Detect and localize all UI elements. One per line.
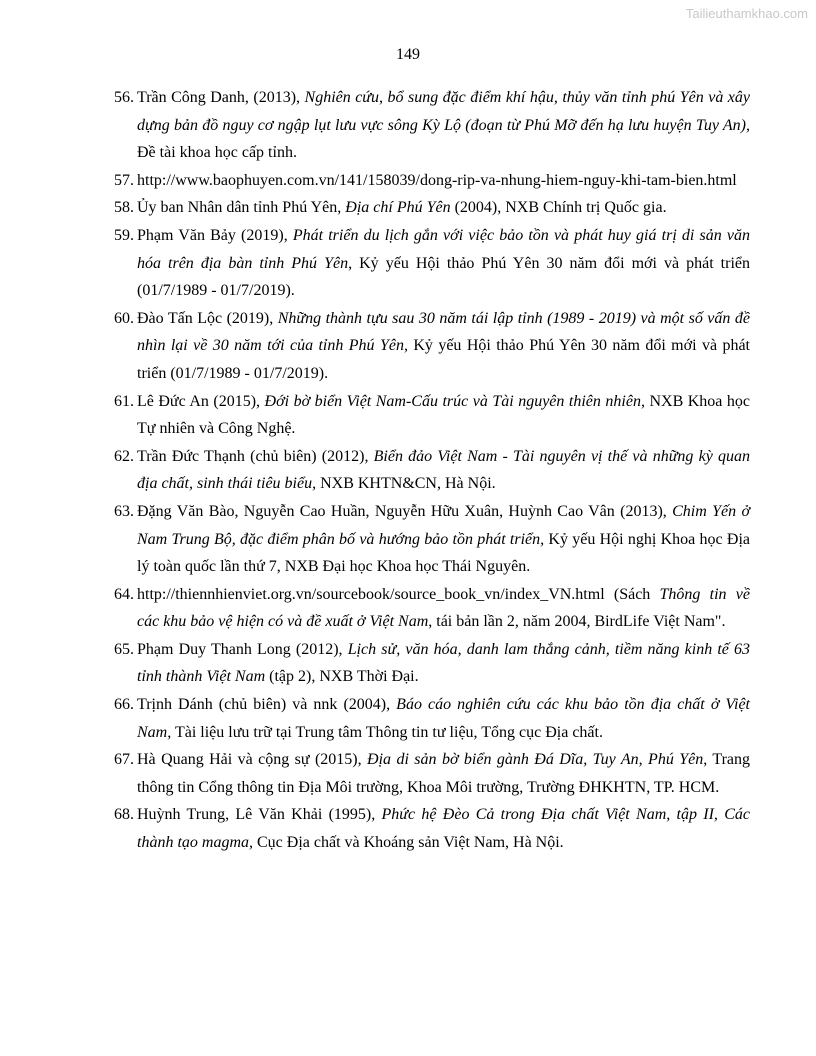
reference-title: Chim Yến ở Nam Trung Bộ, đặc điểm phân bố và hướng bảo tồn phát triển, (137, 502, 750, 548)
reference-segment: Trịnh Dánh (chủ biên) và nnk (2004), (137, 696, 397, 714)
reference-segment: Đào Tấn Lộc (2019), (137, 309, 278, 327)
reference-segment: Kỷ yếu Hội thảo Phú Yên 30 năm đổi mới và phát triển (01/7/1989 - 01/7/2019). (137, 337, 750, 382)
reference-segment: Kỷ yếu Hội nghị Khoa học Địa lý toàn quốc lần thứ 7, NXB Đại học Khoa học Thái Nguyên. (137, 530, 750, 576)
reference-segment: Phạm Duy Thanh Long (2012), (137, 640, 348, 658)
reference-item (114, 746, 750, 801)
reference-segment: , Kỷ yếu Hội thảo Phú Yên 30 năm đổi mới và phát triển (01/7/1989 - 01/7/2019). (137, 254, 750, 300)
reference-number: 59. (114, 226, 134, 244)
reference-segment: Trần Công Danh, (2013), (137, 89, 305, 106)
reference-title: Nghiên cứu, bổ sung đặc điểm khí hậu, thủy văn tỉnh phú Yên và xây dựng bản đồ nguy cơ ngập lụt lưu vực sông Kỳ Lộ (đoạn từ Phú Mỡ đến hạ lưu huyện Tuy An), (137, 89, 750, 134)
reference-item (114, 636, 750, 691)
reference-item (114, 84, 750, 167)
reference-segment: Đặng Văn Bào, Nguyễn Cao Huần, Nguyễn Hữu Xuân, Huỳnh Cao Vân (2013), (137, 502, 673, 520)
reference-item (114, 443, 750, 498)
reference-number: 66. (114, 696, 134, 714)
reference-text (137, 167, 750, 195)
reference-title: Những thành tựu sau 30 năm tái lập tỉnh (1989 - 2019) và một số vấn đề nhìn lại về 30 năm tới của tỉnh Phú Yên, (137, 309, 750, 355)
reference-text (137, 443, 750, 498)
reference-number: 61. (114, 392, 134, 410)
reference-text (137, 84, 750, 167)
reference-item (114, 194, 750, 222)
reference-number: 57. (114, 171, 134, 189)
reference-title: Đới bờ biển Việt Nam-Cấu trúc và Tài nguyên thiên nhiên, (264, 392, 645, 410)
reference-segment: NXB KHTN&CN, Hà Nội. (316, 475, 496, 493)
reference-number: 56. (114, 89, 134, 106)
reference-segment: Trần Đức Thạnh (chủ biên) (2012), (137, 447, 374, 465)
reference-title: Báo cáo nghiên cứu các khu bảo tồn địa chất ở Việt Nam, (137, 696, 751, 741)
reference-text (137, 388, 750, 443)
reference-list (114, 84, 750, 857)
reference-item (114, 581, 750, 636)
reference-item (114, 388, 750, 443)
reference-segment: (2004), NXB Chính trị Quốc gia. (450, 199, 667, 217)
reference-number: 60. (114, 309, 134, 327)
reference-title: Lịch sử, văn hóa, danh lam thắng cảnh, tiềm năng kinh tế 63 tỉnh thành Việt Nam (137, 640, 751, 686)
reference-item (114, 498, 750, 581)
reference-segment: Phạm Văn Bảy (2019), (137, 226, 293, 244)
reference-segment: NXB Khoa học Tự nhiên và Công Nghệ. (137, 392, 751, 438)
reference-number: 64. (114, 585, 134, 603)
page-number: 149 (396, 46, 420, 63)
reference-segment: http://www.baophuyen.com.vn/141/158039/dong-rip-va-nhung-hiem-nguy-khi-tam-bien.html (137, 171, 737, 189)
reference-text (137, 801, 750, 856)
reference-text (137, 222, 750, 305)
reference-title: Phức hệ Đèo Cả trong Địa chất Việt Nam, tập II, Các thành tạo magma, (137, 806, 750, 852)
reference-segment: Hà Quang Hải và cộng sự (2015), (137, 751, 368, 769)
reference-title: Biển đảo Việt Nam - Tài nguyên vị thế và những kỳ quan địa chất, sinh thái tiêu biểu, (137, 447, 751, 493)
reference-text (137, 194, 750, 222)
reference-segment: Đề tài khoa học cấp tỉnh. (137, 144, 297, 162)
reference-item (114, 167, 750, 195)
reference-segment: , Trang thông tin Cổng thông tin Địa Môi trường, Khoa Môi trường, Trường ĐHKHTN, TP. HCM. (137, 751, 751, 796)
reference-number: 65. (114, 640, 134, 658)
reference-text (137, 305, 750, 388)
reference-number: 67. (114, 751, 134, 769)
reference-segment: http://thiennhienviet.org.vn/sourcebook/source_book_vn/index_VN.html (Sách (137, 585, 660, 603)
reference-segment: Cục Địa chất và Khoáng sản Việt Nam, Hà Nội. (253, 834, 564, 852)
reference-text (137, 691, 750, 746)
reference-text (137, 746, 750, 801)
reference-segment: Ủy ban Nhân dân tỉnh Phú Yên, (137, 199, 346, 217)
reference-segment: Lê Đức An (2015), (137, 392, 265, 410)
reference-title: Địa di sản bờ biển gành Đá Dĩa, Tuy An, Phú Yên (367, 751, 704, 769)
reference-item (114, 305, 750, 388)
reference-item (114, 801, 750, 856)
reference-text (137, 581, 750, 636)
reference-segment: Tài liệu lưu trữ tại Trung tâm Thông tin tư liệu, Tổng cục Địa chất. (171, 723, 603, 741)
watermark: Tailieuthamkhao.com (685, 6, 808, 21)
reference-title: Thông tin về các khu bảo vệ hiện có và đề xuất ở Việt Nam (137, 585, 750, 631)
reference-number: 58. (114, 199, 134, 217)
reference-item (114, 691, 750, 746)
reference-segment: (tập 2), NXB Thời Đại. (265, 668, 419, 686)
reference-title: Phát triển du lịch gắn với việc bảo tồn và phát huy giá trị di sản văn hóa trên địa bàn tỉnh Phú Yên (137, 226, 750, 272)
reference-title: Địa chí Phú Yên (345, 199, 451, 217)
reference-segment: Huỳnh Trung, Lê Văn Khải (1995), (137, 806, 382, 824)
reference-text (137, 498, 750, 581)
reference-number: 68. (114, 806, 134, 824)
reference-segment: , tái bản lần 2, năm 2004, BirdLife Việt Nam". (428, 613, 726, 631)
reference-number: 63. (114, 502, 134, 520)
reference-number: 62. (114, 447, 134, 465)
reference-text (137, 636, 750, 691)
reference-item (114, 222, 750, 305)
